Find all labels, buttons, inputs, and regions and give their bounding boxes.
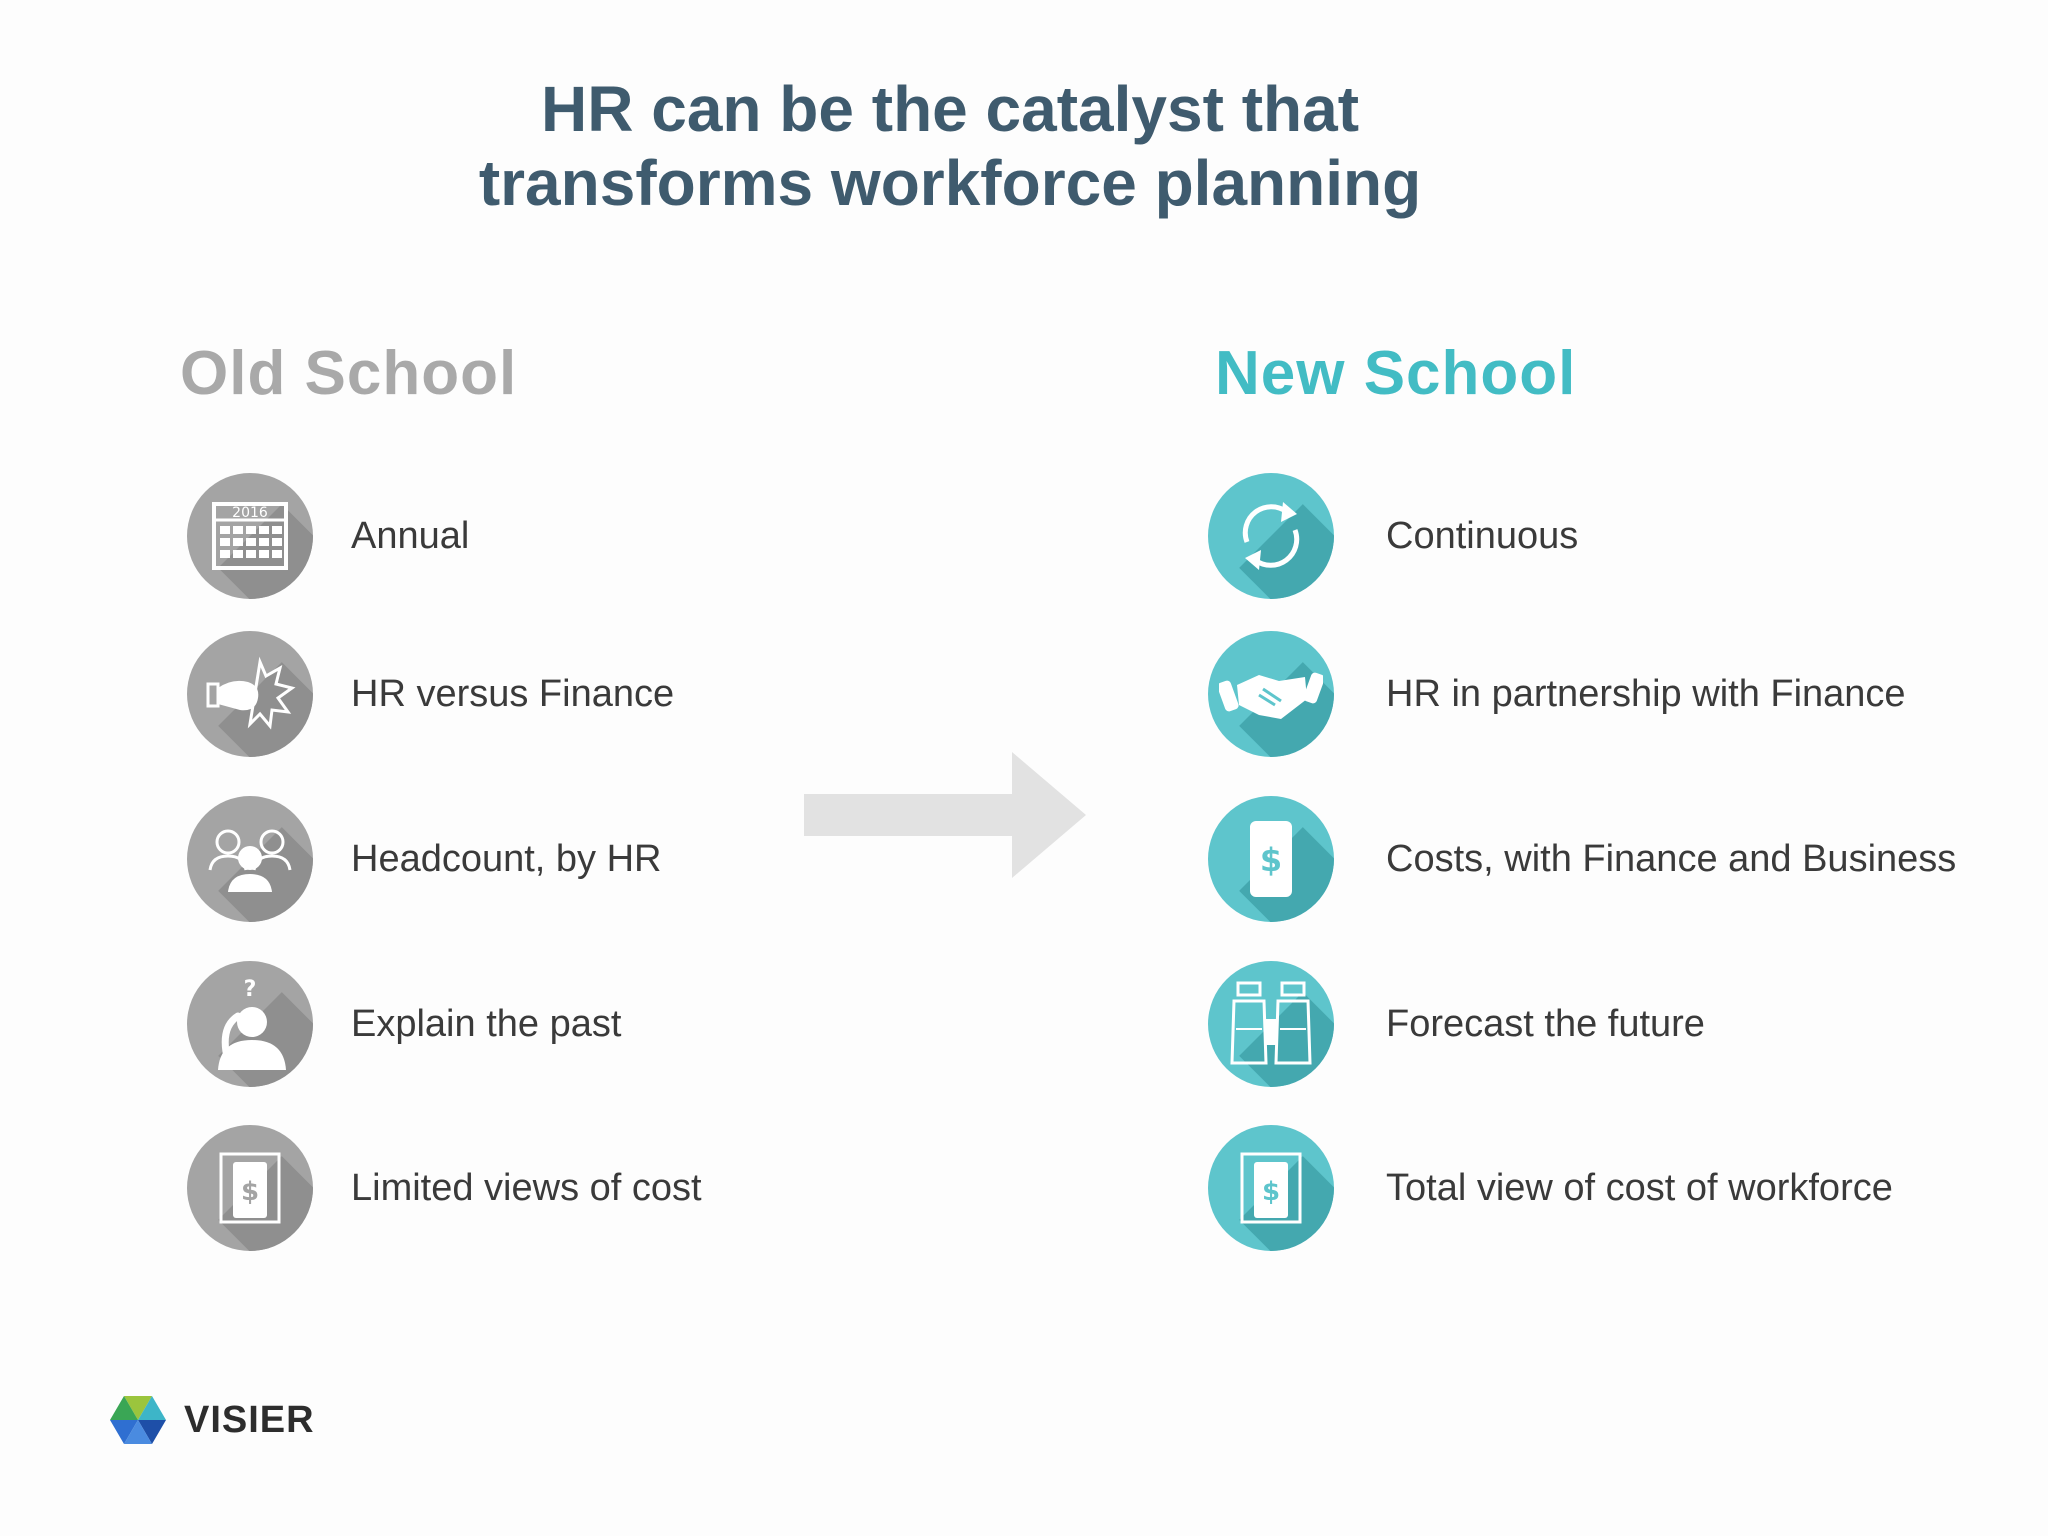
refresh-cycle-icon (1208, 473, 1334, 599)
old-item-label: Annual (351, 515, 470, 557)
right-arrow-icon (800, 750, 1090, 880)
old-item-headcount (187, 796, 662, 922)
cost-document-icon (1208, 1125, 1334, 1251)
old-item-label: Headcount, by HR (351, 838, 662, 880)
old-item-explain-past (187, 961, 621, 1087)
new-item-label: Continuous (1386, 515, 1579, 557)
title-line-2: transforms workforce planning (478, 147, 1422, 219)
binoculars-icon (1208, 961, 1334, 1087)
old-item-hr-versus-finance (187, 631, 674, 757)
new-item-costs (1208, 796, 1956, 922)
new-item-continuous (1208, 473, 1578, 599)
new-item-label: HR in partnership with Finance (1386, 673, 1906, 715)
new-item-forecast (1208, 961, 1705, 1087)
title-line-1: HR can be the catalyst that (541, 73, 1359, 145)
logo-text: VISIER (184, 1398, 315, 1441)
old-item-limited-views (187, 1125, 702, 1251)
head-scratch-icon (187, 961, 313, 1087)
handshake-icon (1208, 631, 1334, 757)
cost-document-icon (187, 1125, 313, 1251)
svg-text:$: $ (240, 1177, 260, 1207)
new-item-label: Total view of cost of workforce (1386, 1167, 1893, 1209)
svg-text:$: $ (1259, 841, 1283, 879)
new-item-total-view (1208, 1125, 1893, 1251)
old-item-label: Explain the past (351, 1003, 622, 1045)
old-item-label: Limited views of cost (351, 1167, 702, 1209)
visier-logo (110, 1394, 315, 1446)
calendar-icon (187, 473, 313, 599)
page-title (0, 72, 1900, 220)
svg-text:$: $ (1261, 1177, 1281, 1207)
new-item-label: Forecast the future (1386, 1003, 1705, 1045)
old-school-heading: Old School (180, 339, 518, 408)
old-item-label: HR versus Finance (351, 673, 675, 715)
svg-text:?: ? (243, 977, 257, 1002)
dollar-phone-icon (1208, 796, 1334, 922)
new-item-label: Costs, with Finance and Business (1386, 838, 1957, 880)
new-item-partnership (1208, 631, 1906, 757)
people-group-icon (187, 796, 313, 922)
new-school-heading: New School (1215, 339, 1577, 408)
old-item-annual (187, 473, 469, 599)
fist-bump-icon (187, 631, 313, 757)
calendar-year: 2016 (232, 505, 268, 521)
visier-logo-icon (110, 1394, 166, 1446)
